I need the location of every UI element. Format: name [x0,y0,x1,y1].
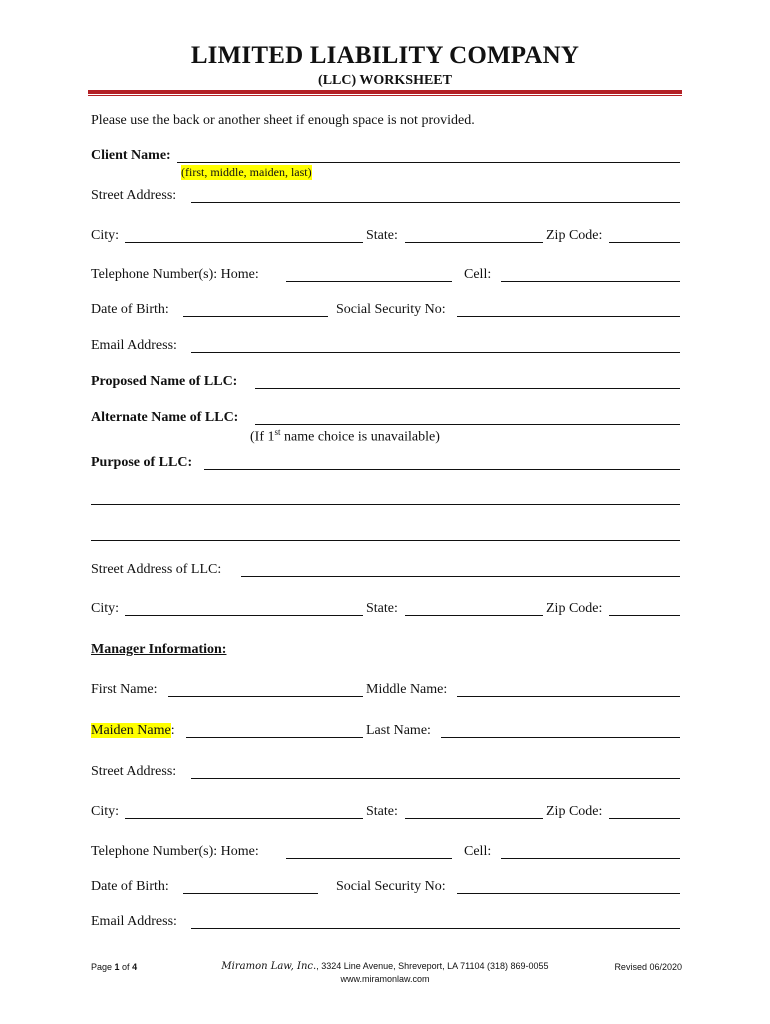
document-title: LIMITED LIABILITY COMPANY [190,42,580,69]
manager-ssn-field[interactable] [457,880,680,894]
client-home-phone-field[interactable] [286,268,452,282]
manager-maiden-row [91,723,681,743]
llc-city-field[interactable] [125,602,363,616]
llc-purpose-field-2[interactable] [91,491,680,505]
client-dob-field[interactable] [183,303,328,317]
footer-page-number: Page 1 of 4 [91,962,138,972]
header-rule-thin [88,95,682,96]
client-street-field[interactable] [191,189,680,203]
manager-phone-row [91,844,681,864]
llc-purpose-field[interactable] [204,456,680,470]
manager-email-row [91,914,681,934]
manager-dob-label: Date of Birth: [91,879,169,894]
llc-street-label: Street Address of LLC: [91,562,222,577]
footer-website[interactable]: www.miramonlaw.com [340,974,430,984]
llc-zip-label: Zip Code: [546,601,603,616]
manager-name-row [91,682,681,702]
llc-street-field[interactable] [241,563,680,577]
llc-alternate-label: Alternate Name of LLC: [91,410,239,425]
client-ssn-label: Social Security No: [336,302,446,317]
intro-text: Please use the back or another sheet if enough space is not provided. [91,113,475,128]
manager-street-row [91,764,681,784]
client-email-label: Email Address: [91,338,177,353]
manager-first-label: First Name: [91,682,158,697]
client-cell-field[interactable] [501,268,680,282]
manager-zip-label: Zip Code: [546,804,603,819]
manager-heading-row [91,642,681,662]
llc-proposed-row [91,374,681,394]
client-dob-label: Date of Birth: [91,302,169,317]
manager-maiden-label: Maiden Name: [91,723,175,738]
llc-zip-field[interactable] [609,602,680,616]
manager-state-field[interactable] [405,805,543,819]
manager-dob-field[interactable] [183,880,318,894]
manager-first-field[interactable] [168,683,363,697]
client-dob-row [91,302,681,322]
manager-last-field[interactable] [441,724,680,738]
client-city-field[interactable] [125,229,363,243]
llc-purpose-row [91,455,681,475]
footer-firm-info [160,960,610,986]
llc-purpose-line-2 [91,490,681,510]
document-subtitle: (LLC) WORKSHEET [318,73,452,88]
manager-email-label: Email Address: [91,914,177,929]
llc-purpose-line-3 [91,526,681,546]
client-city-label: City: [91,228,120,243]
client-cell-label: Cell: [464,267,492,282]
llc-city-row [91,601,681,621]
client-street-row [91,188,681,208]
client-state-field[interactable] [405,229,543,243]
header-rule-thick [88,90,682,94]
client-name-label: Client Name: [91,148,171,163]
client-phone-row [91,267,681,287]
manager-phone-label: Telephone Number(s): Home: [91,844,259,859]
manager-street-label: Street Address: [91,764,177,779]
manager-zip-field[interactable] [609,805,680,819]
llc-proposed-label: Proposed Name of LLC: [91,374,238,389]
manager-street-field[interactable] [191,765,680,779]
manager-middle-field[interactable] [457,683,680,697]
client-name-field[interactable] [177,149,680,163]
footer-revised: Revised 06/2020 [614,962,682,972]
footer-firm-name: Miramon Law, Inc. [221,961,317,972]
manager-home-phone-field[interactable] [286,845,452,859]
manager-middle-label: Middle Name: [366,682,448,697]
manager-city-field[interactable] [125,805,363,819]
client-state-label: State: [366,228,398,243]
manager-ssn-label: Social Security No: [336,879,446,894]
client-street-label: Street Address: [91,188,177,203]
llc-purpose-field-3[interactable] [91,527,680,541]
manager-city-label: City: [91,804,120,819]
manager-city-row [91,804,681,824]
client-email-field[interactable] [191,339,680,353]
manager-cell-field[interactable] [501,845,680,859]
manager-last-label: Last Name: [366,723,431,738]
client-phone-label: Telephone Number(s): Home: [91,267,259,282]
client-name-hint: (first, middle, maiden, last) [181,165,312,179]
llc-alternate-field[interactable] [255,411,680,425]
llc-purpose-label: Purpose of LLC: [91,455,193,470]
footer-address: , 3324 Line Avenue, Shreveport, LA 71104 (318) 869-0055 [316,961,549,971]
manager-maiden-field[interactable] [186,724,363,738]
llc-street-row [91,562,681,582]
client-name-row [91,148,681,168]
client-city-row [91,228,681,248]
client-email-row [91,338,681,358]
llc-city-label: City: [91,601,120,616]
llc-alternate-hint: (If 1st name choice is unavailable) [250,427,440,445]
manager-heading: Manager Information: [91,642,227,657]
llc-state-label: State: [366,601,398,616]
manager-state-label: State: [366,804,398,819]
client-zip-label: Zip Code: [546,228,603,243]
llc-proposed-field[interactable] [255,375,680,389]
llc-state-field[interactable] [405,602,543,616]
client-ssn-field[interactable] [457,303,680,317]
manager-dob-row [91,879,681,899]
manager-cell-label: Cell: [464,844,492,859]
client-zip-field[interactable] [609,229,680,243]
manager-email-field[interactable] [191,915,680,929]
